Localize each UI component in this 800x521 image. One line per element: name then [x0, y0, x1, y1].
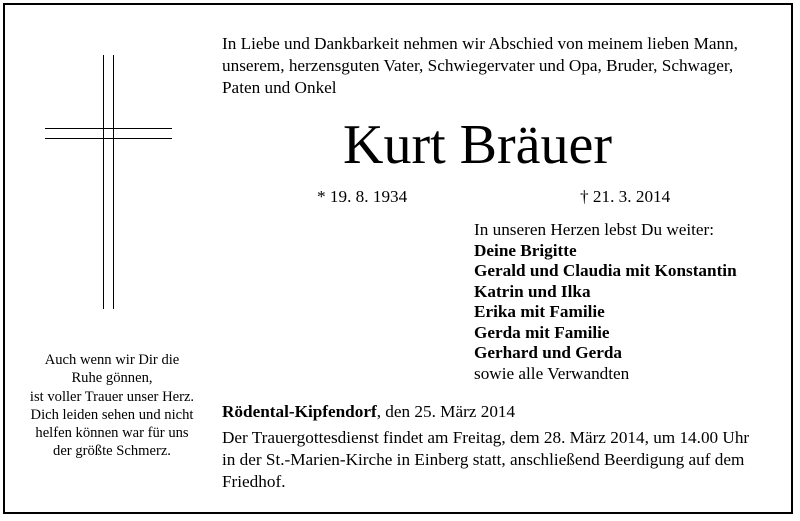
family-member: Gerda mit Familie [474, 322, 610, 342]
family-closing: sowie alle Verwandten [474, 363, 630, 383]
family-heading: In unseren Herzen lebst Du weiter: [474, 220, 715, 239]
service-info [222, 427, 749, 493]
place-date [222, 402, 515, 422]
service-line: in der St.-Marien-Kirche in Einberg statt, anschließend Beerdigung auf dem [222, 450, 745, 469]
intro-line: Paten und Onkel [222, 78, 337, 97]
cross-horizontal-beam [45, 128, 172, 139]
family-member: Gerald und Claudia mit Konstantin [474, 261, 737, 280]
service-line: Der Trauergottesdienst findet am Freitag, dem 28. März 2014, um 14.00 Uhr [222, 428, 750, 447]
intro-text [222, 33, 782, 99]
family-member: Gerhard und Gerda [474, 343, 623, 362]
poem-line: Auch wenn wir Dir die [44, 352, 180, 368]
family-member: Katrin und Ilka [474, 281, 591, 301]
cross-vertical-beam [103, 55, 114, 309]
family-member: Erika mit Familie [474, 302, 605, 321]
poem-line: der größte Schmerz. [53, 443, 171, 460]
notice-date: , den 25. März 2014 [376, 402, 516, 421]
deceased-name: Kurt Bräuer [343, 114, 613, 176]
poem-line: helfen können war für uns [35, 425, 189, 442]
service-line: Friedhof. [222, 472, 286, 491]
poem-line: Ruhe gönnen, [71, 370, 153, 387]
family-list [474, 220, 737, 384]
death-date: † 21. 3. 2014 [580, 187, 671, 206]
intro-line: unserem, herzensguten Vater, Schwiegervater und Opa, Bruder, Schwager, [222, 56, 734, 75]
poem [14, 351, 210, 461]
family-member: Deine Brigitte [474, 240, 577, 260]
intro-line: In Liebe und Dankbarkeit nehmen wir Abschied von meinem lieben Mann, [222, 34, 738, 53]
poem-line: ist voller Trauer unser Herz. [29, 388, 195, 405]
poem-line: Dich leiden sehen und nicht [30, 406, 194, 423]
birth-date: * 19. 8. 1934 [317, 187, 408, 206]
place-name: Rödental-Kipfendorf [222, 402, 377, 421]
